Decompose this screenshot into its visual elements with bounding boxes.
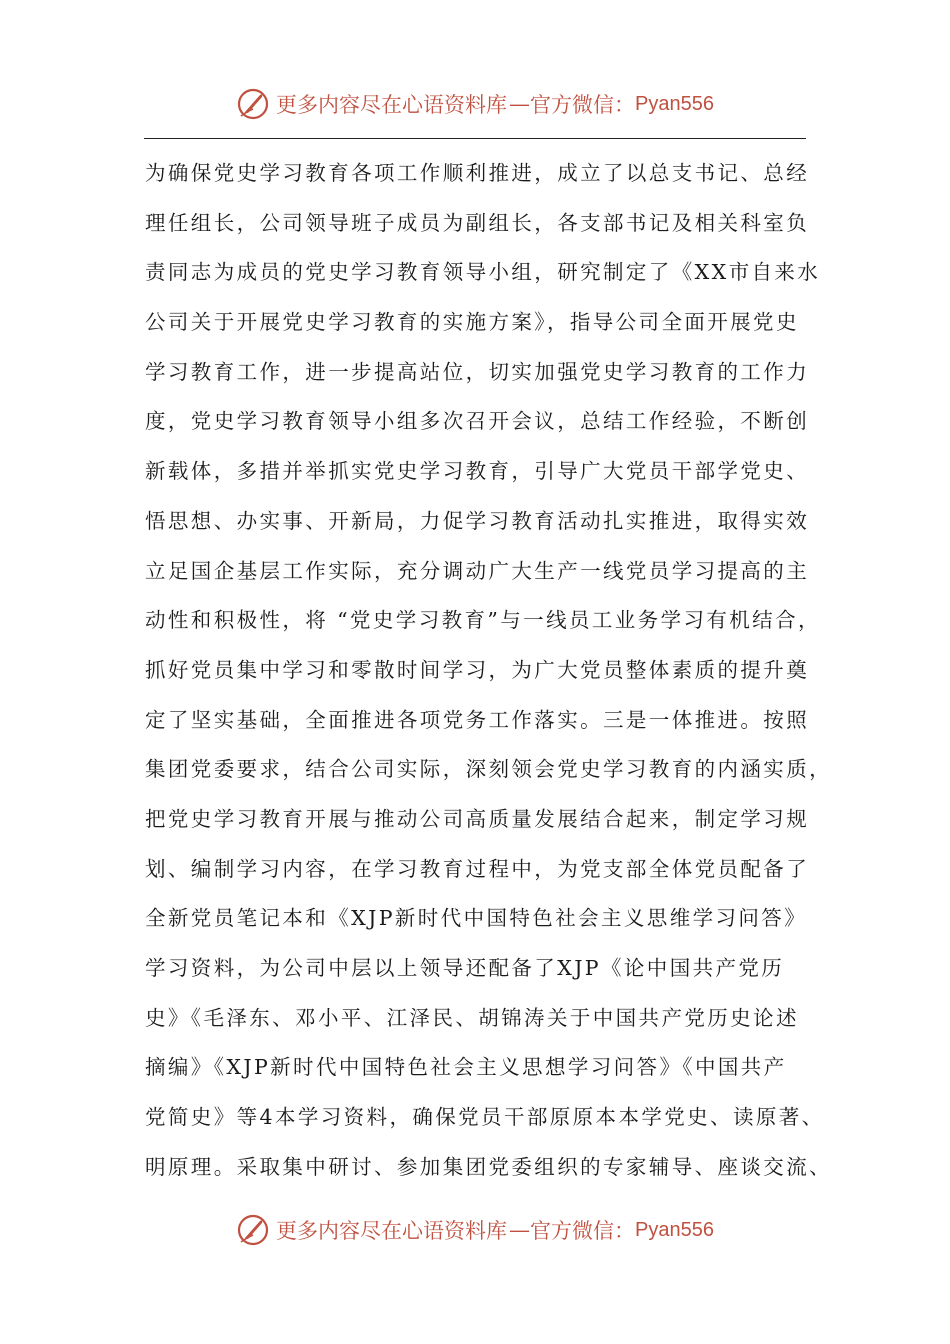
separator: —: [509, 92, 529, 116]
text-line: 定了坚实基础，全面推进各项党务工作落实。三是一体推进。按照: [145, 707, 810, 732]
quill-pen-logo-icon: [236, 1213, 270, 1247]
text-line: 全新党员笔记本和《XJP新时代中国特色社会主义思维学习问答》: [145, 906, 808, 931]
text-line: 抓好党员集中学习和零散时间学习，为广大党员整体素质的提升奠: [145, 657, 810, 682]
text-line: 划、编制学习内容，在学习教育过程中，为党支部全体党员配备了: [145, 856, 810, 881]
text-line: 责同志为成员的党史学习教育领导小组，研究制定了《XX市自来水: [145, 260, 821, 285]
brand-text: 更多内容尽在心语资料库: [276, 1219, 508, 1243]
separator: —: [509, 1218, 529, 1242]
text-line: 为确保党史学习教育各项工作顺利推进，成立了以总支书记、总经: [145, 161, 810, 185]
text-line: 党简史》等4本学习资料，确保党员干部原原本本学党史、读原著、: [145, 1105, 825, 1130]
text-line: 把党史学习教育开展与推动公司高质量发展结合起来，制定学习规: [145, 806, 810, 831]
text-line: 动性和积极性，将 “党史学习教育”与一线员工业务学习有机结合，: [145, 608, 821, 633]
footer-banner: [0, 1210, 950, 1250]
quill-pen-logo-icon: [236, 87, 270, 121]
body-paragraph: [145, 149, 832, 1192]
header-banner: [0, 84, 950, 124]
wechat-label: 官方微信：: [530, 1219, 636, 1243]
brand-text: 更多内容尽在心语资料库: [276, 93, 508, 117]
text-line: 学习教育工作，进一步提高站位，切实加强党史学习教育的工作力: [145, 359, 810, 384]
text-line: 理任组长，公司领导班子成员为副组长，各支部书记及相关科室负: [145, 210, 810, 235]
wechat-label: 官方微信：: [530, 93, 636, 117]
text-line: 史》《毛泽东、邓小平、江泽民、胡锦涛关于中国共产党历史论述: [145, 1005, 799, 1030]
wechat-id: Pyan556: [635, 92, 714, 115]
text-line: 明原理。采取集中研讨、参加集团党委组织的专家辅导、座谈交流、: [145, 1154, 832, 1179]
header-divider: [144, 138, 806, 139]
text-line: 立足国企基层工作实际，充分调动广大生产一线党员学习提高的主: [145, 558, 810, 583]
text-line: 摘编》《XJP新时代中国特色社会主义思想学习问答》《中国共产: [145, 1055, 787, 1080]
text-line: 度，党史学习教育领导小组多次召开会议，总结工作经验，不断创: [145, 409, 810, 434]
wechat-id: Pyan556: [635, 1218, 714, 1241]
text-line: 悟思想、办实事、开新局，力促学习教育活动扎实推进，取得实效: [145, 508, 810, 533]
text-line: 学习资料，为公司中层以上领导还配备了XJP《论中国共产党历: [145, 956, 785, 980]
text-line: 公司关于开展党史学习教育的实施方案》，指导公司全面开展党史: [145, 310, 799, 335]
text-line: 新载体，多措并举抓实党史学习教育，引导广大党员干部学党史、: [145, 459, 810, 484]
text-line: 集团党委要求，结合公司实际，深刻领会党史学习教育的内涵实质，: [145, 757, 832, 782]
